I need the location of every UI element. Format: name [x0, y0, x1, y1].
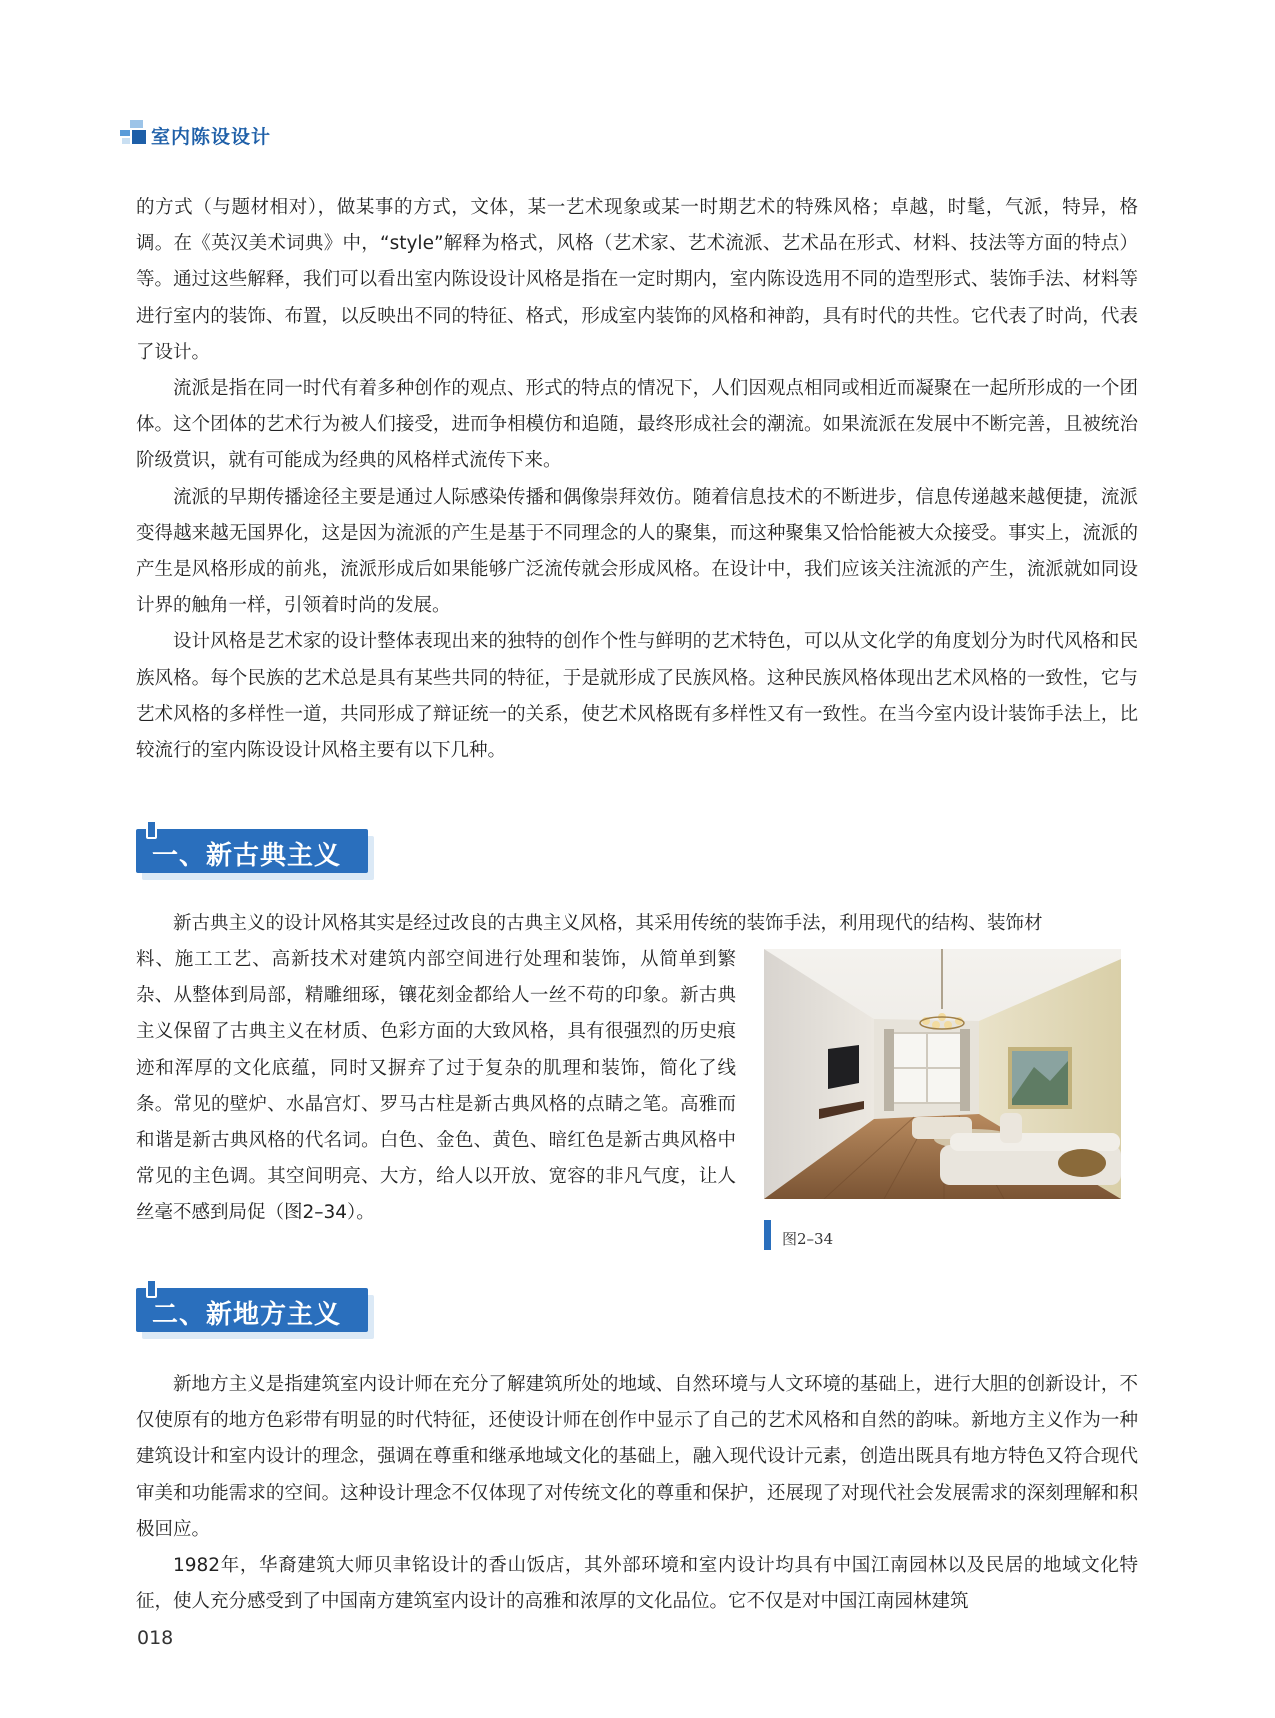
section-title-1: 一、新古典主义	[152, 841, 342, 871]
header-title: 室内陈设设计	[151, 126, 272, 148]
section2-paragraph-1: 新地方主义是指建筑室内设计师在充分了解建筑所处的地域、自然环境与人文环境的基础上，进行大胆的创新设计，不仅使原有的地方色彩带有明显的时代特征，还使设计师在创作中显示了自己的艺术风格和自然的韵味。新地方主义作为一种建筑设计和室内设计的理念，强调在尊重和继承地域文化的基础上，融入现代设计元素，创造出既具有地方特色又符合现代审美和功能需求的空间。这种设计理念不仅体现了对传统文化的尊重和保护，还展现了对现代社会发展需求的深刻理解和积极回应。	[136, 1374, 1138, 1540]
caption-bar	[764, 1220, 771, 1250]
section-heading-2	[136, 1288, 376, 1340]
caption-text: 图2–34	[782, 1230, 834, 1248]
book-logo-icon	[120, 120, 146, 146]
intro-paragraph-4: 设计风格是艺术家的设计整体表现出来的独特的创作个性与鲜明的艺术特色，可以从文化学的角度划分为时代风格和民族风格。每个民族的艺术总是具有某些共同的特征，于是就形成了民族风格。这种民族风格体现出艺术风格的一致性，它与艺术风格的多样性一道，共同形成了辩证统一的关系，使艺术风格既有多样性又有一致性。在当今室内设计装饰手法上，比较流行的室内陈设设计风格主要有以下几种。	[136, 631, 1138, 762]
section-title-2: 二、新地方主义	[152, 1300, 342, 1330]
living-room-photo	[764, 949, 1121, 1199]
section1-lead-line: 新古典主义的设计风格其实是经过改良的古典主义风格，其采用传统的装饰手法，利用现代的结构、装饰材	[173, 913, 1043, 934]
section1-lead	[136, 906, 1138, 942]
section1-wrap-text: 料、施工工艺、高新技术对建筑内部空间进行处理和装饰，从简单到繁杂、从整体到局部，精雕细琢，镶花刻金都给人一丝不苟的印象。新古典主义保留了古典主义在材质、色彩方面的大致风格，具有很强烈的历史痕迹和浑厚的文化底蕴，同时又摒弃了过于复杂的肌理和装饰，简化了线条。常见的壁炉、水晶宫灯、罗马古柱是新古典风格的点睛之笔。高雅而和谐是新古典风格的代名词。白色、金色、黄色、暗红色是新古典风格中常见的主色调。其空间明亮、大方，给人以开放、宽容的非凡气度，让人丝毫不感到局促（图2–34）。	[136, 949, 736, 1224]
section2-text	[136, 1367, 1138, 1620]
intro-paragraph-2: 流派是指在同一时代有着多种创作的观点、形式的特点的情况下，人们因观点相同或相近而凝聚在一起所形成的一个团体。这个团体的艺术行为被人们接受，进而争相模仿和追随，最终形成社会的潮流。如果流派在发展中不断完善，且被统治阶级赏识，就有可能成为经典的风格样式流传下来。	[136, 378, 1138, 472]
intro-paragraph-3: 流派的早期传播途径主要是通过人际感染传播和偶像崇拜效仿。随着信息技术的不断进步，信息传递越来越便捷，流派变得越来越无国界化，这是因为流派的产生是基于不同理念的人的聚集，而这种聚集又恰恰能被大众接受。事实上，流派的产生是风格形成的前兆，流派形成后如果能够广泛流传就会形成风格。在设计中，我们应该关注流派的产生，流派就如同设计界的触角一样，引领着时尚的发展。	[136, 486, 1138, 617]
intro-paragraph-continued: 的方式（与题材相对），做某事的方式，文体，某一艺术现象或某一时期艺术的特殊风格；卓越，时髦，气派，特异，格调。在《英汉美术词典》中，“style”解释为格式，风格（艺术家、艺术流派、艺术品在形式、材料、技法等方面的特点）等。通过这些解释，我们可以看出室内陈设设计风格是指在一定时期内，室内陈设选用不同的造型形式、装饰手法、材料等进行室内的装饰、布置，以反映出不同的特征、格式，形成室内装饰的风格和神韵，具有时代的共性。它代表了时尚，代表了设计。	[136, 197, 1138, 363]
section-heading-1	[136, 829, 376, 881]
intro-text	[136, 190, 1138, 769]
section2-paragraph-2: 1982年，华裔建筑大师贝聿铭设计的香山饭店，其外部环境和室内设计均具有中国江南园林以及民居的地域文化特征，使人充分感受到了中国南方建筑室内设计的高雅和浓厚的文化品位。它不仅是对中国江南园林建筑	[136, 1555, 1138, 1613]
page-number: 018	[137, 1627, 174, 1649]
